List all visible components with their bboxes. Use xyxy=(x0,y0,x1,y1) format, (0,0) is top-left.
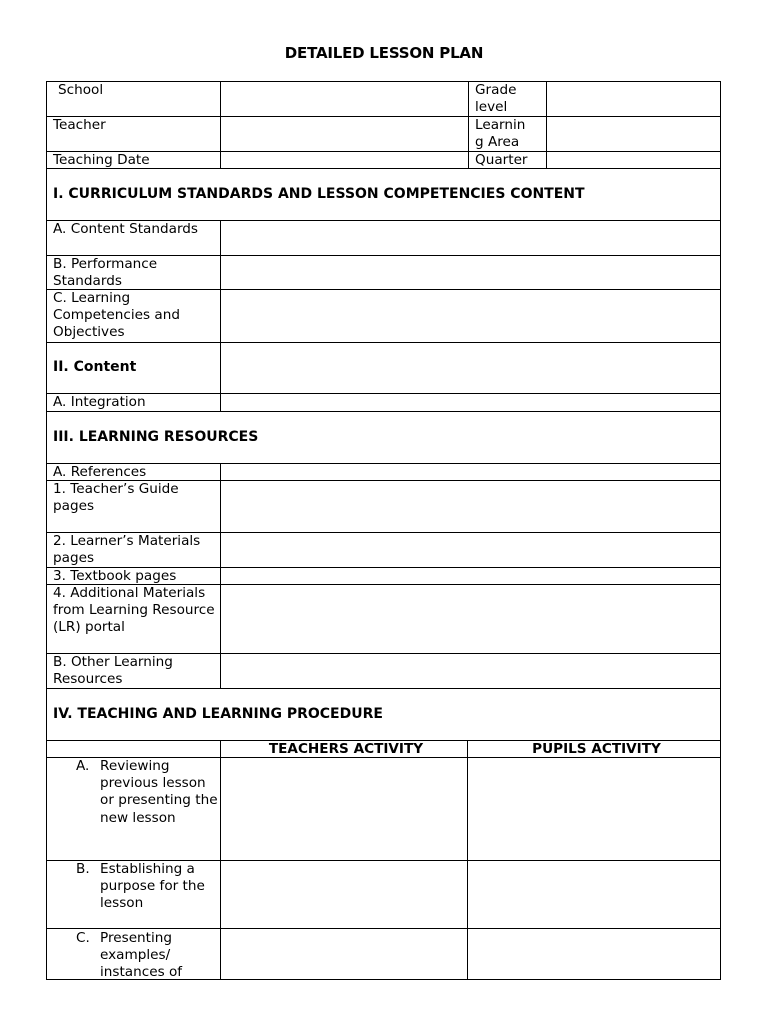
step-c-pupils-field[interactable] xyxy=(467,928,721,980)
step-b-pupils-field[interactable] xyxy=(467,860,721,928)
other-resources-field[interactable] xyxy=(220,653,721,688)
step-letter: C. xyxy=(76,930,90,946)
step-a-teachers-field[interactable] xyxy=(220,757,467,860)
procedure-step-c xyxy=(47,928,220,980)
quarter-field[interactable] xyxy=(546,151,721,168)
content-standards-label: A. Content Standards xyxy=(47,220,220,255)
quarter-label: Quarter xyxy=(468,151,546,168)
step-text: Presenting examples/ instances of xyxy=(100,930,183,980)
teachers-guide-label: 1. Teacher’s Guide pages xyxy=(47,480,220,532)
learning-competencies-field[interactable] xyxy=(220,289,721,342)
learning-competencies-label: C. Learning Competencies and Objectives xyxy=(47,289,220,342)
content-field[interactable] xyxy=(220,342,721,393)
learning-area-label: Learnin g Area xyxy=(468,116,546,151)
school-field[interactable] xyxy=(220,82,468,116)
teaching-date-label: Teaching Date xyxy=(47,151,220,168)
step-letter: B. xyxy=(76,861,90,877)
procedure-header-blank xyxy=(47,740,220,757)
pupils-activity-header: PUPILS ACTIVITY xyxy=(467,740,721,757)
grade-level-field[interactable] xyxy=(546,82,721,116)
performance-standards-field[interactable] xyxy=(220,255,721,289)
textbook-pages-field[interactable] xyxy=(220,567,721,584)
teachers-guide-field[interactable] xyxy=(220,480,721,532)
integration-field[interactable] xyxy=(220,393,721,411)
learners-materials-field[interactable] xyxy=(220,532,721,567)
step-text: Establishing a purpose for the lesson xyxy=(100,861,205,912)
step-text: Reviewing previous lesson or presenting the new lesson xyxy=(100,758,218,826)
additional-materials-label: 4. Additional Materials from Learning Resource (LR) portal xyxy=(47,584,220,653)
step-c-teachers-field[interactable] xyxy=(220,928,467,980)
references-field[interactable] xyxy=(220,463,721,480)
performance-standards-label: B. Performance Standards xyxy=(47,255,220,289)
additional-materials-field[interactable] xyxy=(220,584,721,653)
step-letter: A. xyxy=(76,758,90,774)
lesson-plan-table xyxy=(46,81,721,980)
learning-area-field[interactable] xyxy=(546,116,721,151)
references-label: A. References xyxy=(47,463,220,480)
school-label: School xyxy=(58,82,104,98)
step-b-teachers-field[interactable] xyxy=(220,860,467,928)
document-title: DETAILED LESSON PLAN xyxy=(284,44,484,62)
step-a-pupils-field[interactable] xyxy=(467,757,721,860)
teacher-field[interactable] xyxy=(220,116,468,151)
procedure-step-b xyxy=(47,860,220,928)
section-learning-resources-heading: III. LEARNING RESOURCES xyxy=(47,411,721,463)
section-curriculum-standards-heading: I. CURRICULUM STANDARDS AND LESSON COMPETENCIES CONTENT xyxy=(47,168,721,220)
other-resources-label: B. Other Learning Resources xyxy=(47,653,220,688)
teaching-date-field[interactable] xyxy=(220,151,468,168)
integration-label: A. Integration xyxy=(47,393,220,411)
textbook-pages-label: 3. Textbook pages xyxy=(47,567,220,584)
learners-materials-label: 2. Learner’s Materials pages xyxy=(47,532,220,567)
content-standards-field[interactable] xyxy=(220,220,721,255)
teachers-activity-header: TEACHERS ACTIVITY xyxy=(220,740,467,757)
section-content-heading: II. Content xyxy=(47,342,220,393)
section-teaching-procedure-heading: IV. TEACHING AND LEARNING PROCEDURE xyxy=(47,688,721,740)
procedure-step-a xyxy=(47,757,220,860)
grade-level-label: Grade level xyxy=(468,82,546,116)
teacher-label: Teacher xyxy=(47,116,220,151)
